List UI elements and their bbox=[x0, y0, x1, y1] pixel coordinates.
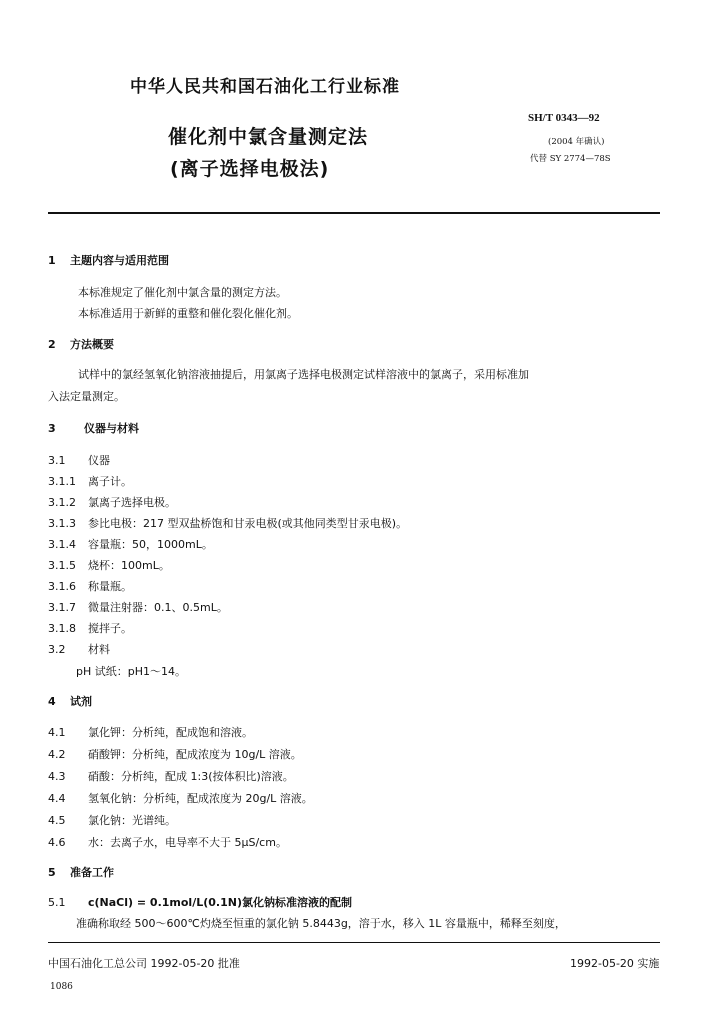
list-item: 3.1.1 离子计。 bbox=[48, 475, 132, 488]
section-2-heading bbox=[48, 336, 114, 352]
list-item: 4.1 氯化钾：分析纯，配成饱和溶液。 bbox=[48, 726, 253, 739]
replaces-standard: 代替 SY 2774—78S bbox=[530, 154, 611, 164]
list-item: 4.6 水：去离子水，电导率不大于 5μS/cm。 bbox=[48, 836, 287, 849]
list-item: 3.2 材料 bbox=[48, 643, 110, 656]
list-item: 4.4 氢氧化钠：分析纯，配成浓度为 20g/L 溶液。 bbox=[48, 792, 313, 805]
section-title: 主题内容与适用范围 bbox=[70, 254, 169, 267]
paragraph: 准确称取经 500～600℃灼烧至恒重的氯化钠 5.8443g，溶于水，移入 1L 容量瓶中，稀释至刻度， bbox=[76, 917, 566, 930]
list-item: 3.1 仪器 bbox=[48, 454, 110, 467]
section-3-heading bbox=[48, 420, 139, 436]
document-subtitle: (离子选择电极法) bbox=[170, 158, 330, 180]
section-title: 方法概要 bbox=[70, 338, 114, 351]
section-title: 仪器与材料 bbox=[84, 422, 139, 435]
list-item: 3.1.3 参比电极：217 型双盐桥饱和甘汞电极(或其他同类型甘汞电极)。 bbox=[48, 517, 408, 530]
standard-code: SH/T 0343—92 bbox=[528, 112, 600, 124]
footer-divider bbox=[48, 942, 660, 943]
list-item: 3.1.7 微量注射器：0.1、0.5mL。 bbox=[48, 601, 228, 614]
list-item: 3.1.2 氯离子选择电极。 bbox=[48, 496, 176, 509]
list-item: 3.1.6 称量瓶。 bbox=[48, 580, 132, 593]
paragraph: 本标准规定了催化剂中氯含量的测定方法。 bbox=[78, 286, 287, 299]
section-number: 2 bbox=[48, 338, 56, 351]
header-divider bbox=[48, 212, 660, 214]
subsection-5-1-heading: 5.1 c(NaCl) = 0.1mol/L(0.1N)氯化钠标准溶液的配制 bbox=[48, 896, 352, 909]
section-5-heading bbox=[48, 864, 114, 880]
section-number: 5 bbox=[48, 866, 56, 879]
approval-line: 中国石油化工总公司 1992-05-20 批准 bbox=[48, 957, 240, 970]
section-1-heading bbox=[48, 252, 169, 268]
paragraph: 入法定量测定。 bbox=[48, 390, 125, 403]
list-item: 3.1.4 容量瓶：50，1000mL。 bbox=[48, 538, 213, 551]
page-number: 1086 bbox=[50, 982, 73, 992]
paragraph: 试样中的氯经氢氧化钠溶液抽提后，用氯离子选择电极测定试样溶液中的氯离子，采用标准加 bbox=[78, 368, 529, 381]
paragraph: pH 试纸：pH1～14。 bbox=[76, 665, 186, 678]
section-number: 3 bbox=[48, 422, 56, 435]
section-title: 准备工作 bbox=[70, 866, 114, 879]
section-number: 4 bbox=[48, 695, 56, 708]
section-title: 试剂 bbox=[70, 695, 92, 708]
list-item: 3.1.5 烧杯：100mL。 bbox=[48, 559, 170, 572]
standard-category-title: 中华人民共和国石油化工行业标准 bbox=[130, 77, 400, 97]
list-item: 4.5 氯化钠：光谱纯。 bbox=[48, 814, 176, 827]
section-4-heading bbox=[48, 693, 92, 709]
list-item: 4.3 硝酸：分析纯，配成 1:3(按体积比)溶液。 bbox=[48, 770, 294, 783]
list-item: 4.2 硝酸钾：分析纯，配成浓度为 10g/L 溶液。 bbox=[48, 748, 302, 761]
list-item: 3.1.8 搅拌子。 bbox=[48, 622, 132, 635]
implementation-date: 1992-05-20 实施 bbox=[570, 957, 660, 970]
document-title: 催化剂中氯含量测定法 bbox=[168, 126, 369, 148]
section-number: 1 bbox=[48, 254, 56, 267]
confirmation-year: (2004 年确认) bbox=[548, 137, 605, 147]
paragraph: 本标准适用于新鲜的重整和催化裂化催化剂。 bbox=[78, 307, 298, 320]
